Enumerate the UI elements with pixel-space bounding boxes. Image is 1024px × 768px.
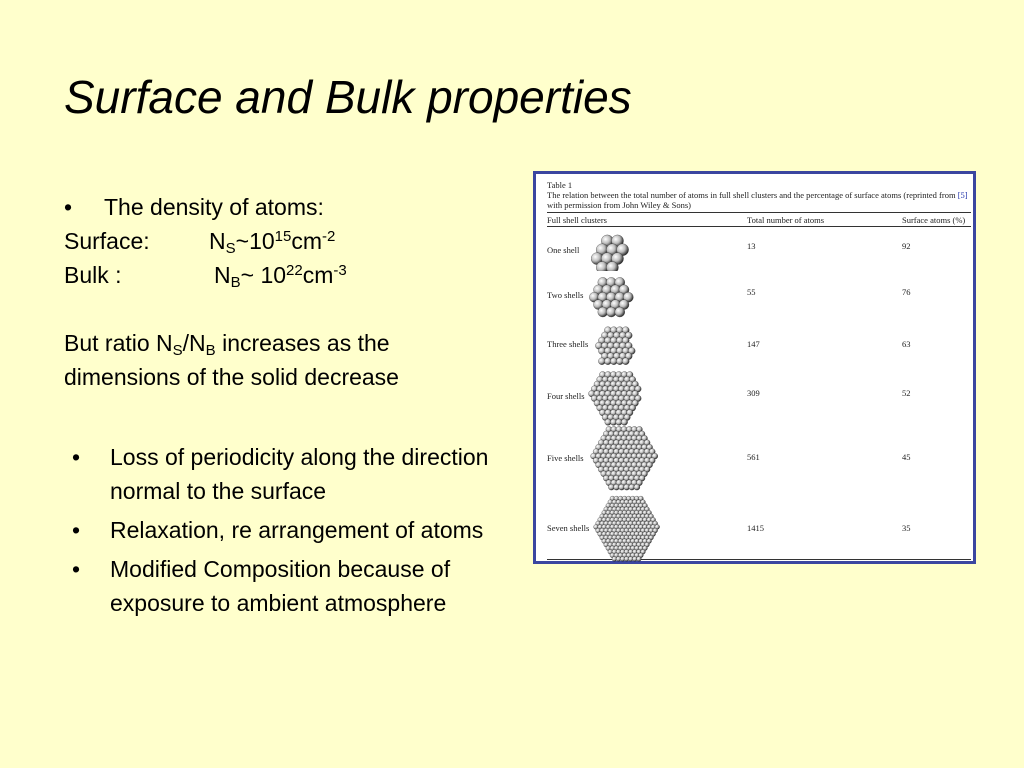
- table-cell: 63: [902, 339, 911, 349]
- seven-shell-cluster-image: [593, 492, 661, 564]
- list-item: • Relaxation, re arrangement of atoms: [72, 517, 484, 543]
- slide-title: Surface and Bulk properties: [64, 71, 632, 123]
- table-cell: 45: [902, 452, 911, 462]
- table-row-label: One shell: [547, 245, 580, 255]
- table-cell: 92: [902, 241, 911, 251]
- four-shell-cluster-image: [588, 368, 644, 426]
- table-rule: [547, 226, 971, 227]
- table-cell: 52: [902, 388, 911, 398]
- three-shell-cluster-image: [592, 320, 636, 372]
- list-item: • Loss of periodicity along the direction normal to the surface: [72, 444, 489, 504]
- ratio-line-2: dimensions of the solid decrease: [64, 364, 399, 390]
- table-cell: 309: [747, 388, 760, 398]
- surface-density-line: Surface: $N_S\sim 10^{15}cm^{-2}$: [64, 228, 336, 257]
- table-cell: 13: [747, 241, 756, 251]
- table-header: Total number of atoms: [747, 215, 825, 225]
- table-row-label: Four shells: [547, 391, 585, 401]
- two-shell-cluster-image: [589, 272, 635, 322]
- table-cell: 1415: [747, 523, 764, 533]
- five-shell-cluster-image: [590, 424, 658, 492]
- table-row-label: Seven shells: [547, 523, 590, 533]
- table-header: Full shell clusters: [547, 215, 607, 225]
- table-cell: 35: [902, 523, 911, 533]
- table-cell: 76: [902, 287, 911, 297]
- table-caption: Table 1 The relation between the total number of atoms in full shell clusters and the percentage of surface atoms (reprinted from [5] with permission from John Wiley & Sons): [547, 180, 968, 210]
- cluster-table-figure: [533, 171, 976, 564]
- density-heading: • The density of atoms:: [64, 194, 324, 220]
- table-row-label: Two shells: [547, 290, 584, 300]
- table-header: Surface atoms (%): [902, 215, 966, 225]
- table-cell: 55: [747, 287, 756, 297]
- one-shell-cluster-image: [591, 231, 631, 271]
- table-row-label: Three shells: [547, 339, 589, 349]
- bulk-density-line: Bulk : $N_B\sim$ $10^{22}cm^{-3}$: [64, 262, 347, 291]
- bullet: •: [64, 194, 73, 220]
- table-cell: 147: [747, 339, 760, 349]
- table-rule: [547, 212, 971, 213]
- ratio-line-1: But ratio $N_S/N_B$ increases as the: [64, 330, 390, 359]
- property-bullets: [72, 440, 542, 625]
- list-item: • Modified Composition because of exposure to ambient atmosphere: [72, 556, 451, 616]
- table-row-label: Five shells: [547, 453, 584, 463]
- table-cell: 561: [747, 452, 760, 462]
